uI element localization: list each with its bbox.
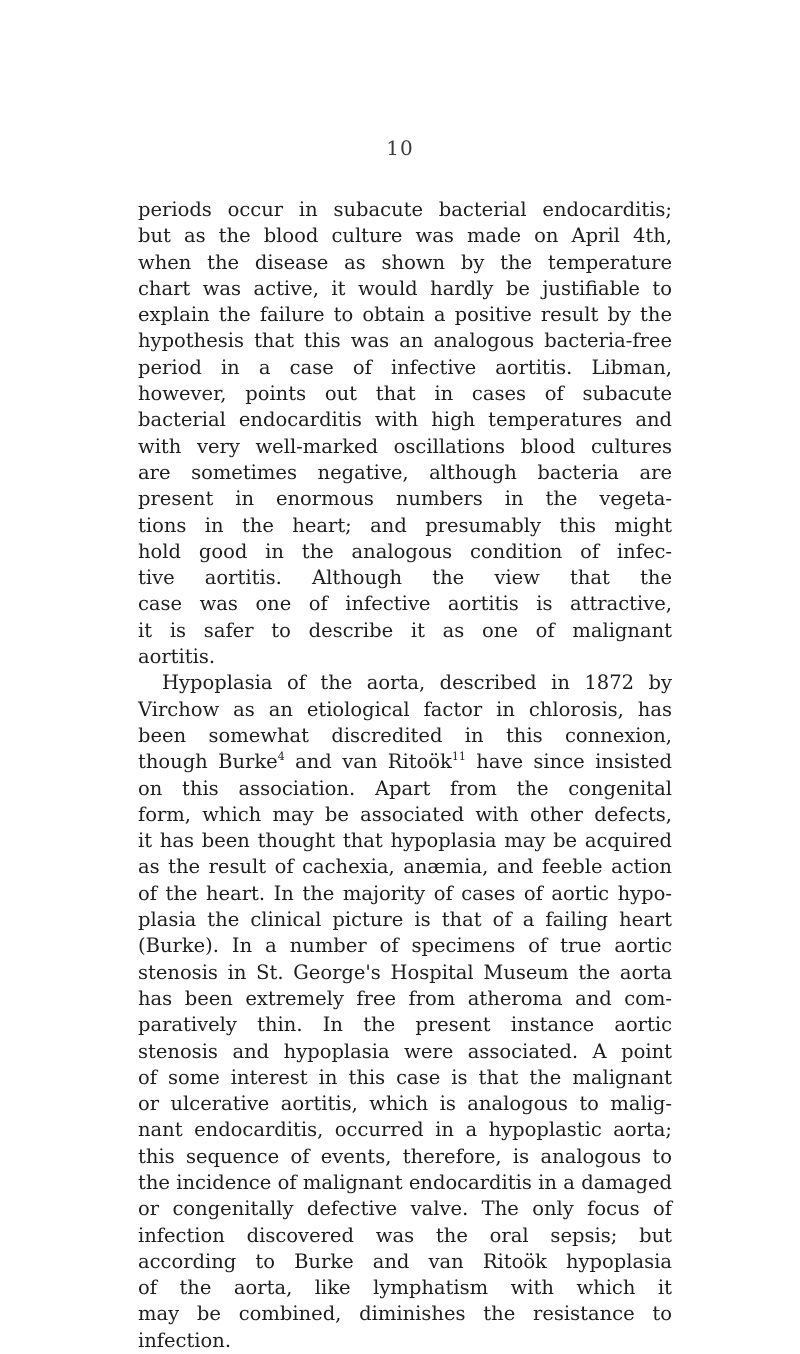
page-number: 10 [386, 136, 414, 160]
text-segment: though Burke [138, 750, 278, 774]
text-line: infection discovered was the oral sepsis; but [138, 1223, 672, 1247]
text-line: but as the blood culture was made on April 4th, [138, 224, 672, 248]
text-line: or ulcerative aortitis, which is analogous to malig- [138, 1092, 672, 1116]
text-line: bacterial endocarditis with high temperatures and [138, 408, 672, 432]
text-line: tions in the heart; and presumably this might [138, 513, 672, 537]
text-line: this sequence of events, therefore, is analogous to [138, 1144, 672, 1168]
footnote-ref: 11 [451, 750, 466, 764]
body-text [138, 197, 672, 1354]
text-line: of the aorta, like lymphatism with which it [138, 1276, 672, 1300]
text-segment: and van Ritoök [295, 750, 452, 774]
text-line: the incidence of malignant endocarditis in a damaged [138, 1170, 672, 1194]
text-line: of the heart. In the majority of cases of aortic hypo- [138, 881, 672, 905]
text-line: it has been thought that hypoplasia may be acquired [138, 829, 672, 853]
footnote-ref: 4 [277, 750, 285, 764]
text-line: been somewhat discredited in this connexion, [138, 723, 672, 747]
paragraph-1 [138, 197, 672, 670]
text-line: hypothesis that this was an analogous bacteria-free [138, 329, 672, 353]
text-segment: have since insisted [476, 750, 672, 774]
text-line: explain the failure to obtain a positive result by the [138, 303, 672, 327]
text-line: stenosis and hypoplasia were associated. A point [138, 1039, 672, 1063]
text-line: periods occur in subacute bacterial endocarditis; [138, 198, 672, 221]
text-line: form, which may be associated with other defects, [138, 802, 672, 826]
text-line: infection. [138, 1328, 232, 1352]
text-line: stenosis in St. George's Hospital Museum the aorta [138, 960, 672, 984]
text-line: nant endocarditis, occurred in a hypoplastic aorta; [138, 1118, 672, 1142]
text-line: present in enormous numbers in the vegeta- [138, 487, 672, 511]
text-line-with-footnotes [138, 749, 672, 775]
text-line: according to Burke and van Ritoök hypoplasia [138, 1249, 672, 1273]
text-line: with very well-marked oscillations blood cultures [138, 434, 672, 458]
text-line: chart was active, it would hardly be justifiable to [138, 276, 672, 300]
text-line: it is safer to describe it as one of malignant [138, 618, 672, 642]
text-line: of some interest in this case is that the malignant [138, 1065, 672, 1089]
text-line: Hypoplasia of the aorta, described in 1872 by [162, 671, 672, 695]
text-line: Virchow as an etiological factor in chlorosis, has [138, 697, 672, 721]
text-line: as the result of cachexia, anæmia, and feeble action [138, 855, 672, 879]
text-line: are sometimes negative, although bacteria are [138, 460, 672, 484]
text-line: however, points out that in cases of subacute [138, 382, 672, 406]
text-line: plasia the clinical picture is that of a failing heart [138, 908, 672, 932]
text-line: may be combined, diminishes the resistance to [138, 1302, 672, 1326]
text-line: paratively thin. In the present instance aortic [138, 1013, 672, 1037]
text-line: hold good in the analogous condition of infec- [138, 539, 672, 563]
text-line: (Burke). In a number of specimens of true aortic [138, 934, 672, 958]
paragraph-2 [138, 670, 672, 1354]
text-line: case was one of infective aortitis is attractive, [138, 592, 672, 616]
text-line: on this association. Apart from the congenital [138, 776, 672, 800]
text-line: aortitis. [138, 645, 216, 669]
text-line: or congenitally defective valve. The only focus of [138, 1197, 672, 1221]
text-line: when the disease as shown by the temperature [138, 250, 672, 274]
text-line: tive aortitis. Although the view that the [138, 566, 672, 590]
text-line: period in a case of infective aortitis. Libman, [138, 355, 672, 379]
text-line: has been extremely free from atheroma and com- [138, 986, 672, 1010]
